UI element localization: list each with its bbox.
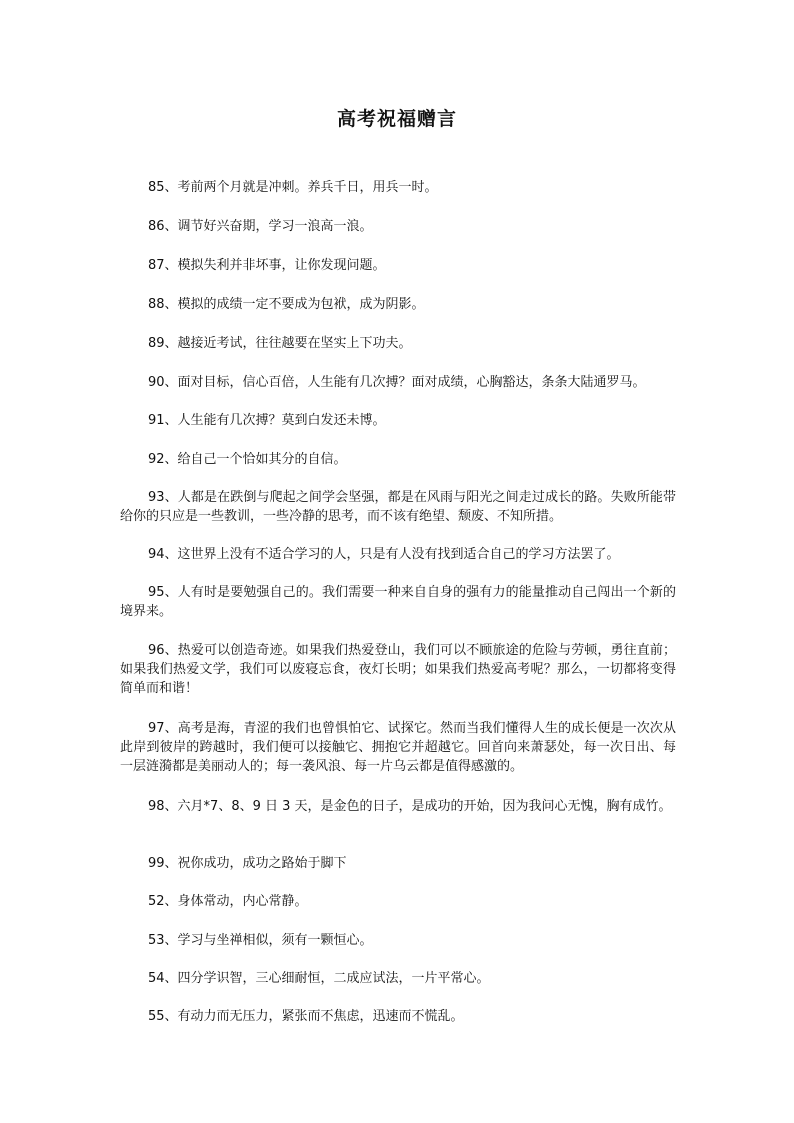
paragraph: 89、越接近考试，往往越要在坚实上下功夫。 bbox=[148, 336, 412, 351]
paragraph: 87、模拟失利并非坏事，让你发现问题。 bbox=[148, 258, 386, 273]
paragraph: 55、有动力而无压力，紧张而不焦虑，迅速而不慌乱。 bbox=[148, 1009, 464, 1024]
paragraph: 53、学习与坐禅相似，须有一颗恒心。 bbox=[148, 933, 373, 948]
paragraph: 96、热爱可以创造奇迹。如果我们热爱登山，我们可以不顾旅途的危险与劳顿，勇往直前；如果我们热爱文学，我们可以废寝忘食，夜灯长明；如果我们热爱高考呢？那么，一切都将变得简单而和谐！ bbox=[120, 643, 676, 696]
paragraph: 99、祝你成功，成功之路始于脚下 bbox=[148, 856, 347, 871]
paragraph: 97、高考是海，青涩的我们也曾惧怕它、试探它。然而当我们懂得人生的成长便是一次次从此岸到彼岸的跨越时，我们便可以接触它、拥抱它并超越它。回首向来萧瑟处，每一次日出、每一层涟漪都是美丽动人的；每一袭风浪、每一片乌云都是值得感激的。 bbox=[120, 721, 676, 774]
paragraph: 95、人有时是要勉强自己的。我们需要一种来自自身的强有力的能量推动自己闯出一个新的境界来。 bbox=[120, 585, 676, 619]
paragraph: 91、人生能有几次搏？莫到白发还未博。 bbox=[148, 413, 386, 428]
paragraph: 93、人都是在跌倒与爬起之间学会坚强，都是在风雨与阳光之间走过成长的路。失败所能带给你的只应是一些教训，一些冷静的思考，而不该有绝望、颓废、不知所措。 bbox=[120, 490, 676, 524]
paragraph: 52、身体常动，内心常静。 bbox=[148, 894, 308, 909]
paragraph: 98、六月*7、8、9 日 3 天，是金色的日子，是成功的开始，因为我问心无愧，胸有成竹。 bbox=[148, 799, 672, 814]
paragraph: 94、这世界上没有不适合学习的人，只是有人没有找到适合自己的学习方法罢了。 bbox=[148, 547, 620, 562]
paragraph: 92、给自己一个恰如其分的自信。 bbox=[148, 452, 347, 467]
page-title: 高考祝福赠言 bbox=[336, 108, 457, 130]
paragraph: 85、考前两个月就是冲刺。养兵千日，用兵一时。 bbox=[148, 180, 438, 195]
paragraph: 88、模拟的成绩一定不要成为包袱，成为阴影。 bbox=[148, 297, 425, 312]
paragraph: 54、四分学识智，三心细耐恒，二成应试法，一片平常心。 bbox=[148, 971, 490, 986]
paragraph: 86、调节好兴奋期，学习一浪高一浪。 bbox=[148, 219, 373, 234]
paragraph: 90、面对目标，信心百倍，人生能有几次搏？面对成绩，心胸豁达，条条大陆通罗马。 bbox=[148, 375, 646, 390]
